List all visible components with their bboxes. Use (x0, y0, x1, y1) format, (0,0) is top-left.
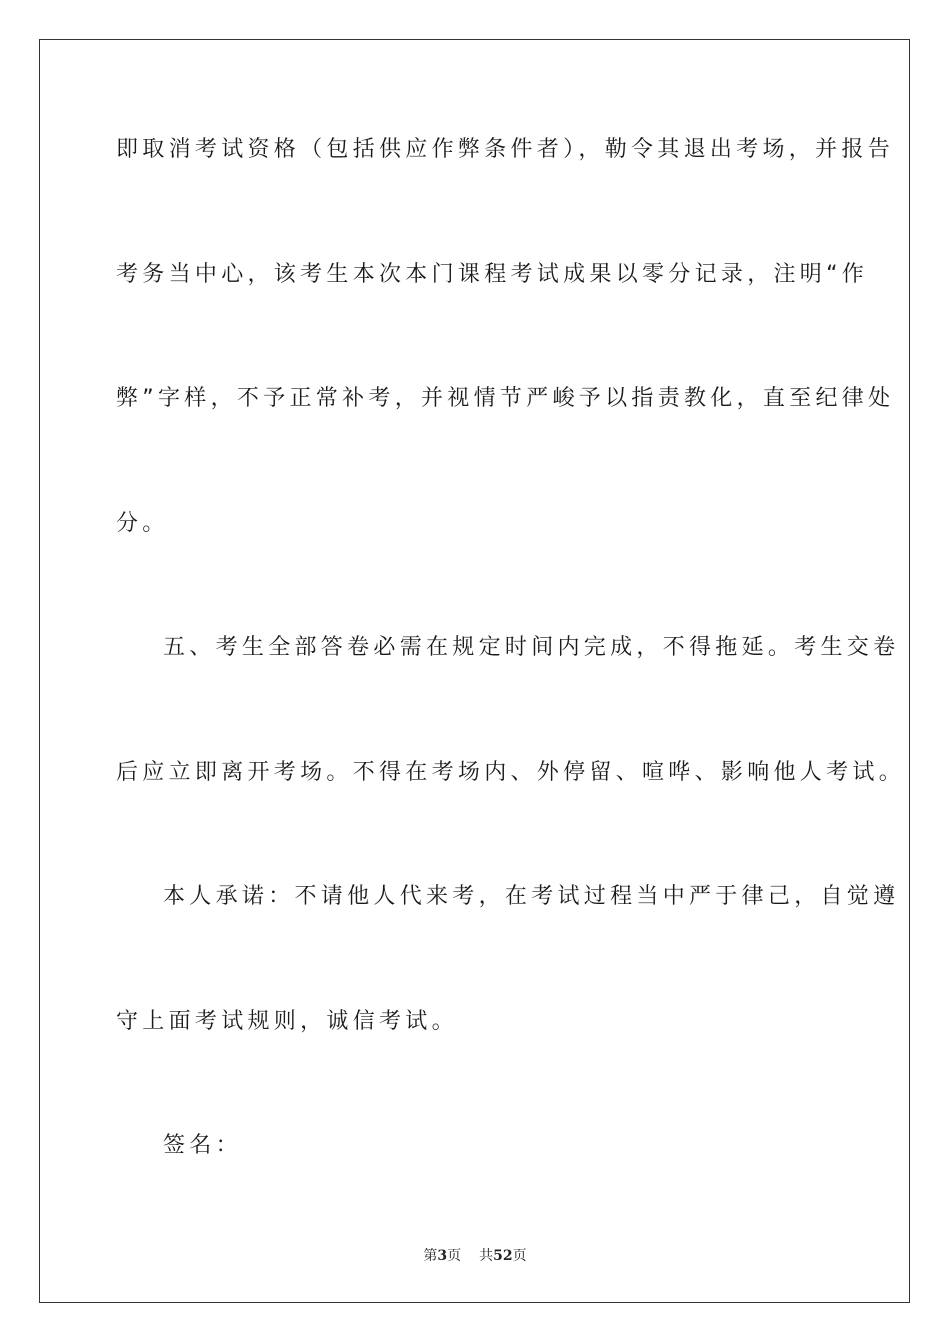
text-line-7: 本人承诺：不请他人代来考，在考试过程当中严于律己，自觉遵 (163, 884, 900, 909)
signature-label: 签名： (163, 1133, 242, 1158)
page-number: 3 (437, 1248, 448, 1264)
text-line-5: 五、考生全部答卷必需在规定时间内完成，不得拖延。考生交卷 (163, 635, 900, 660)
page-suffix: 页 (447, 1248, 462, 1264)
text-line-3: 弊”字样，不予正常补考，并视情节严峻予以指责教化，直至纪律处 (116, 386, 895, 411)
text-line-2: 考务当中心，该考生本次本门课程考试成果以零分记录，注明“作 (116, 262, 869, 287)
text-line-4: 分。 (116, 511, 169, 536)
page-border (39, 39, 910, 1303)
text-line-1: 即取消考试资格（包括供应作弊条件者），勒令其退出考场，并报告 (116, 137, 895, 162)
total-suffix: 页 (512, 1248, 527, 1264)
page-footer (0, 1247, 950, 1265)
page-prefix: 第 (423, 1248, 438, 1264)
text-line-8: 守上面考试规则，诚信考试。 (116, 1009, 458, 1034)
text-line-6: 后应立即离开考场。不得在考场内、外停留、喧哗、影响他人考试。 (116, 760, 906, 785)
total-pages: 52 (493, 1248, 513, 1264)
total-prefix: 共 (479, 1248, 494, 1264)
